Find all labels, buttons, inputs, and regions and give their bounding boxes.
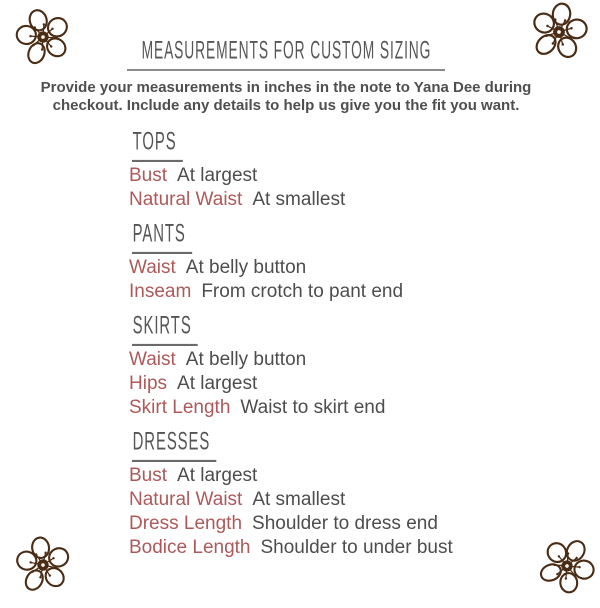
measurement-item [129, 372, 600, 396]
measurement-description: Waist to skirt end [240, 397, 386, 418]
measurement-item [129, 488, 600, 512]
measurement-description: At belly button [185, 349, 307, 370]
flower-blossom-icon [10, 534, 76, 596]
measurement-item [129, 536, 600, 560]
measurement-item [129, 280, 600, 304]
measurement-item [129, 396, 600, 420]
measurement-item [129, 164, 600, 188]
measurement-label: Bust [129, 465, 168, 486]
intro-line-1: Provide your measurements in inches in the note to Yana Dee during [40, 79, 532, 96]
measurement-description: At largest [177, 373, 258, 394]
title-underline [127, 69, 445, 71]
measurement-label: Dress Length [129, 513, 243, 534]
measurement-item [129, 512, 600, 536]
flower-blossom-icon [10, 3, 76, 71]
section-tops [129, 128, 600, 212]
measurement-description: From crotch to pant end [201, 281, 404, 302]
measurement-description: At belly button [185, 257, 307, 278]
measurement-label: Inseam [129, 281, 192, 302]
measurement-description: At largest [177, 165, 258, 186]
intro-text [0, 79, 572, 115]
measurement-item [129, 256, 600, 280]
measurement-label: Natural Waist [129, 189, 243, 210]
measurement-label: Bust [129, 165, 168, 186]
measurement-description: At largest [177, 465, 258, 486]
measurement-label: Skirt Length [129, 397, 231, 418]
measurement-description: Shoulder to dress end [252, 513, 438, 534]
section-heading-pants: PANTS [132, 218, 192, 254]
section-dresses [129, 428, 600, 560]
measurement-label: Bodice Length [129, 537, 251, 558]
measurement-label: Waist [129, 349, 176, 370]
page-title-row [0, 35, 572, 64]
section-skirts [129, 312, 600, 420]
measurement-label: Hips [129, 373, 168, 394]
measurement-label: Natural Waist [129, 489, 243, 510]
measurement-label: Waist [129, 257, 176, 278]
measurement-description: At smallest [252, 189, 346, 210]
measurement-item [129, 348, 600, 372]
page-title: MEASUREMENTS FOR CUSTOM SIZING [141, 35, 431, 64]
section-heading-skirts: SKIRTS [132, 310, 198, 346]
section-pants [129, 220, 600, 304]
section-heading-tops: TOPS [132, 126, 183, 162]
section-heading-dresses: DRESSES [132, 426, 216, 462]
measurement-item [129, 188, 600, 212]
measurement-description: At smallest [252, 489, 346, 510]
measurement-item [129, 464, 600, 488]
intro-line-2: checkout. Include any details to help us give you the fit you want. [52, 97, 520, 114]
measurement-sections [129, 128, 600, 560]
measurement-description: Shoulder to under bust [260, 537, 453, 558]
header [0, 0, 572, 115]
